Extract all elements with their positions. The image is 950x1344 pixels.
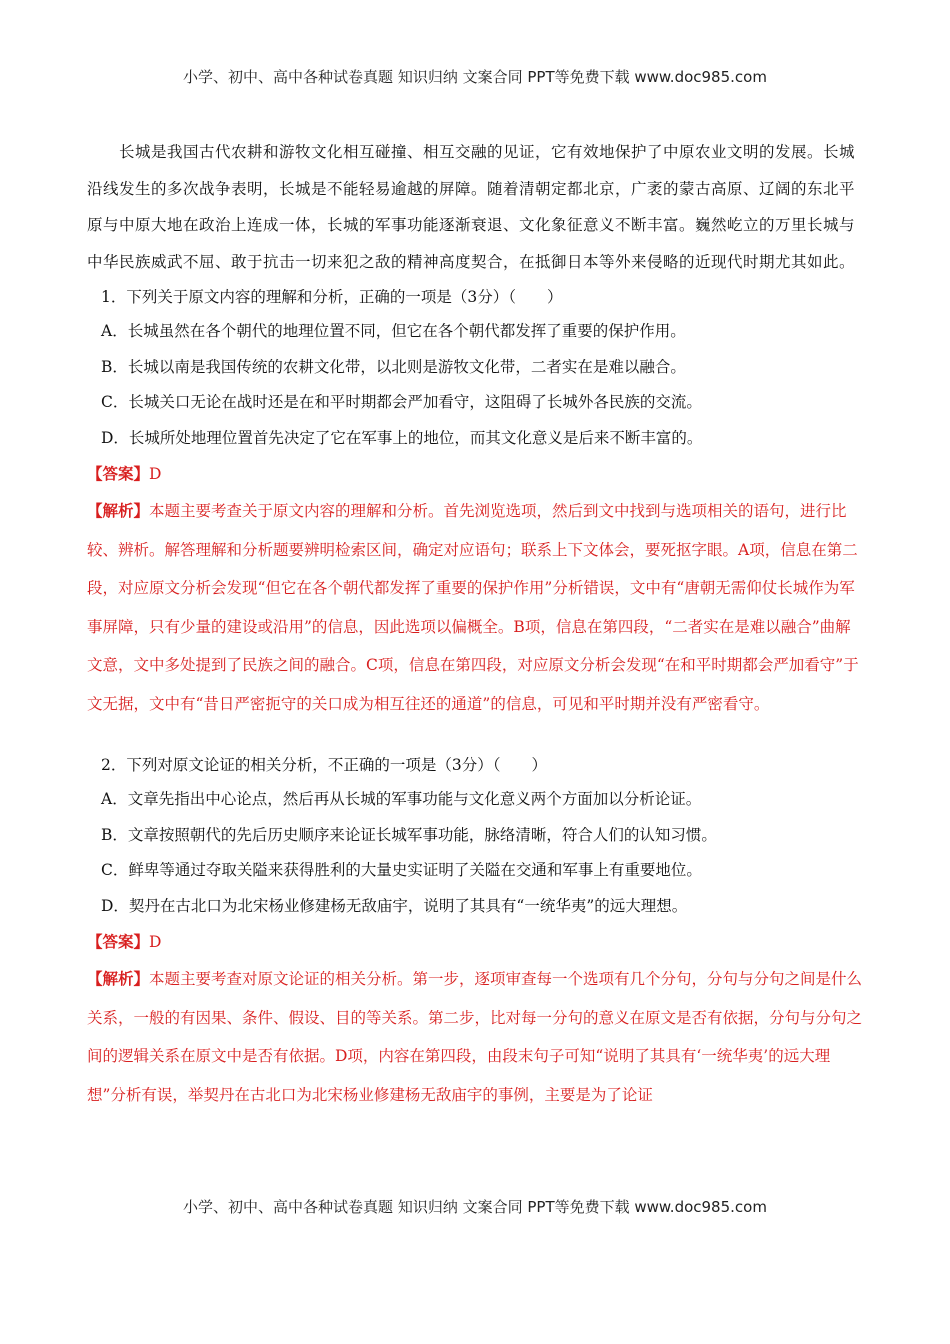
question-2-option-d: D．契丹在古北口为北宋杨业修建杨无敌庙宇，说明了其具有“一统华夷”的远大理想。	[101, 896, 688, 915]
answer-value: D	[149, 933, 162, 951]
question-1-option-c: C．长城关口无论在战时还是在和平时期都会严加看守，这阻碍了长城外各民族的交流。	[101, 393, 702, 411]
analysis-tag: 【解析】	[87, 969, 150, 988]
page-header: 小学、初中、高中各种试卷真题 知识归纳 文案合同 PPT等免费下载 www.doc985.com	[183, 68, 767, 86]
analysis-text: 本题主要考查对原文论证的相关分析。第一步，逐项审查每一个选项有几个分句，分句与分句之间是什么关系，一般的有因果、条件、假设、目的等关系。第二步，比对每一分句的意义在原文是否有依据，分句与分句之间的逻辑关系在原文中是否有依据。D项，内容在第四段，由段末句子可知“说明了其具有‘一统华夷’的远大理想”分析有误，举契丹在古北口为北宋杨业修建杨无敌庙宇的事例，主要是为了论证	[87, 970, 863, 1104]
question-1-answer	[87, 456, 865, 492]
question-2-stem: 2．下列对原文论证的相关分析，不正确的一项是（3分）（ ）	[101, 756, 547, 774]
answer-tag: 【答案】	[87, 932, 150, 951]
page-footer: 小学、初中、高中各种试卷真题 知识归纳 文案合同 PPT等免费下载 www.doc985.com	[183, 1198, 767, 1216]
document-body	[87, 134, 865, 1114]
passage-paragraph: 长城是我国古代农耕和游牧文化相互碰撞、相互交融的见证，它有效地保护了中原农业文明的发展。长城沿线发生的多次战争表明，长城是不能轻易逾越的屏障。随着清朝定都北京，广袤的蒙古高原、辽阔的东北平原与中原大地在政治上连成一体，长城的军事功能逐渐衰退、文化象征意义不断丰富。巍然屹立的万里长城与中华民族威武不屈、敢于抗击一切来犯之敌的精神高度契合，在抵御日本等外来侵略的近现代时期尤其如此。	[87, 143, 856, 271]
question-2-option-b: B．文章按照朝代的先后历史顺序来论证长城军事功能，脉络清晰，符合人们的认知习惯。	[101, 825, 717, 844]
answer-tag: 【答案】	[87, 464, 150, 483]
question-2-option-c: C．鲜卑等通过夺取关隘来获得胜利的大量史实证明了关隘在交通和军事上有重要地位。	[101, 861, 702, 879]
question-2	[87, 748, 865, 1114]
question-2-analysis	[87, 960, 865, 1114]
question-1-option-b: B．长城以南是我国传统的农耕文化带，以北则是游牧文化带，二者实在是难以融合。	[101, 357, 686, 376]
question-2-answer	[87, 924, 865, 960]
question-1-analysis	[87, 492, 865, 723]
question-1-option-a: A．长城虽然在各个朝代的地理位置不同，但它在各个朝代都发挥了重要的保护作用。	[101, 322, 686, 340]
question-1-stem: 1．下列关于原文内容的理解和分析，正确的一项是（3分）（ ）	[101, 288, 563, 306]
question-1-option-d: D．长城所处地理位置首先决定了它在军事上的地位，而其文化意义是后来不断丰富的。	[101, 428, 703, 447]
spacer	[87, 723, 865, 748]
answer-value: D	[149, 465, 162, 483]
analysis-tag: 【解析】	[87, 501, 150, 520]
question-1	[87, 280, 865, 723]
analysis-text: 本题主要考查关于原文内容的理解和分析。首先浏览选项，然后到文中找到与选项相关的语句，进行比较、辨析。解答理解和分析题要辨明检索区间，确定对应语句；联系上下文体会，要死抠字眼。A项，信息在第二段，对应原文分析会发现“但它在各个朝代都发挥了重要的保护作用”分析错误，文中有“唐朝无需仰仗长城作为军事屏障，只有少量的建设或沿用”的信息，因此选项以偏概全。B项，信息在第四段，“二者实在是难以融合”曲解文意，文中多处提到了民族之间的融合。C项，信息在第四段，对应原文分析会发现“在和平时期都会严加看守”于文无据，文中有“昔日严密扼守的关口成为相互往还的通道”的信息，可见和平时期并没有严密看守。	[87, 502, 859, 713]
question-2-option-a: A．文章先指出中心论点，然后再从长城的军事功能与文化意义两个方面加以分析论证。	[101, 790, 702, 808]
